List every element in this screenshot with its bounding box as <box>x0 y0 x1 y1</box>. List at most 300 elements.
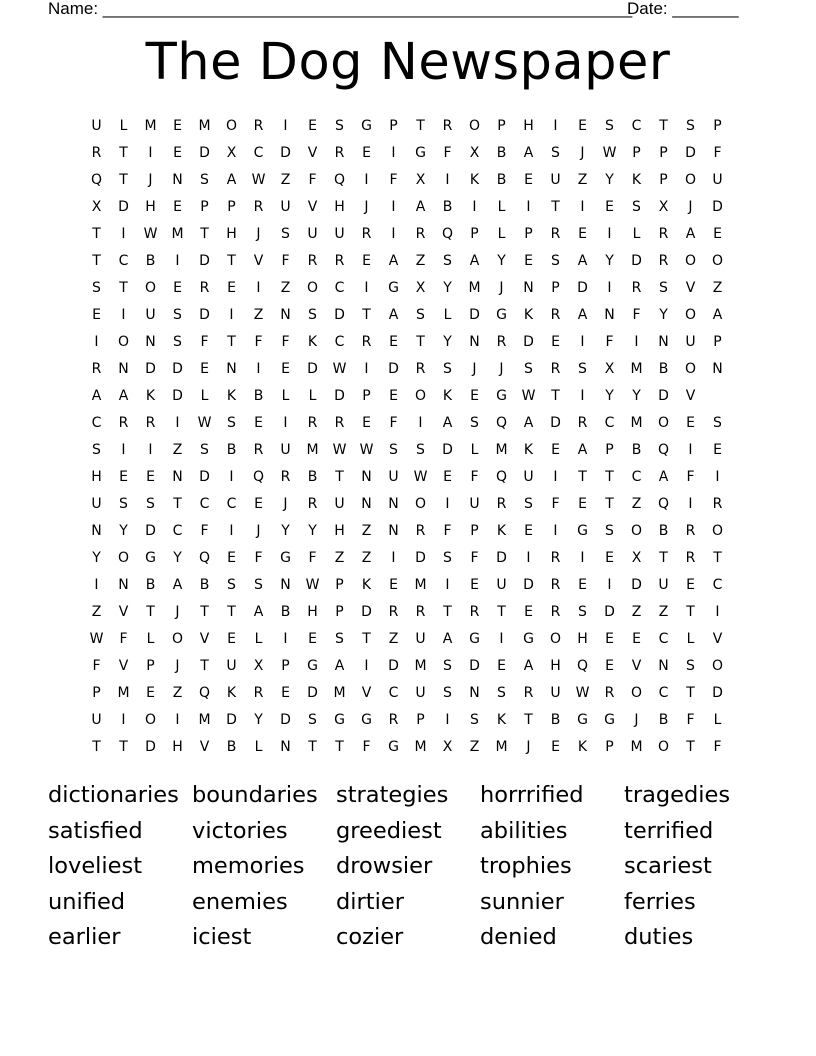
grid-letter: O <box>549 631 562 647</box>
grid-letter: X <box>91 199 102 215</box>
grid-letter: R <box>334 145 345 161</box>
grid-letter: C <box>631 469 642 485</box>
grid-letter: J <box>283 496 288 512</box>
grid-letter: A <box>118 388 129 404</box>
grid-letter: G <box>334 712 345 728</box>
grid-letter: S <box>173 334 182 350</box>
grid-letter: C <box>199 496 210 512</box>
grid-letter: M <box>468 280 481 296</box>
grid-letter: D <box>361 604 372 620</box>
grid-letter: D <box>415 550 426 566</box>
grid-letter: D <box>577 280 588 296</box>
grid-letter: A <box>685 226 696 242</box>
grid-letter: V <box>361 685 372 701</box>
grid-letter: F <box>281 253 290 269</box>
grid-letter: A <box>388 307 399 323</box>
grid-letter: L <box>281 388 290 404</box>
grid-letter: B <box>442 199 453 215</box>
grid-letter: F <box>551 496 560 512</box>
grid-letter: G <box>307 658 318 674</box>
grid-letter: I <box>472 199 477 215</box>
grid-letter: E <box>389 334 398 350</box>
grid-row <box>83 545 731 572</box>
grid-letter: Y <box>443 334 452 350</box>
grid-letter: R <box>307 496 318 512</box>
grid-letter: F <box>632 307 641 323</box>
grid-letter: S <box>281 226 290 242</box>
grid-letter: R <box>307 415 318 431</box>
grid-letter: T <box>686 604 695 620</box>
grid-letter: H <box>577 631 588 647</box>
grid-letter: E <box>362 415 371 431</box>
grid-letter: M <box>414 658 427 674</box>
grid-letter: G <box>577 712 588 728</box>
grid-letter: W <box>575 685 590 701</box>
grid-letter: A <box>469 253 480 269</box>
grid-letter: S <box>605 523 614 539</box>
grid-letter: F <box>308 172 317 188</box>
grid-letter: Y <box>659 307 668 323</box>
grid-letter: E <box>389 388 398 404</box>
grid-letter: E <box>146 469 155 485</box>
grid-letter: Z <box>253 307 264 323</box>
grid-letter: R <box>685 523 696 539</box>
grid-letter: K <box>577 739 588 755</box>
grid-letter: U <box>469 496 480 512</box>
grid-letter: L <box>119 118 128 134</box>
grid-letter: G <box>361 118 372 134</box>
grid-letter: T <box>686 739 695 755</box>
grid-letter: I <box>445 172 450 188</box>
grid-letter: P <box>551 280 560 296</box>
grid-letter: E <box>470 577 479 593</box>
grid-letter: B <box>226 442 237 458</box>
grid-letter: D <box>469 307 480 323</box>
grid-letter: R <box>658 226 669 242</box>
grid-letter: M <box>414 739 427 755</box>
grid-letter: S <box>416 442 425 458</box>
grid-row <box>83 248 731 275</box>
grid-letter: O <box>468 118 481 134</box>
grid-letter: S <box>524 496 533 512</box>
grid-letter: I <box>715 469 720 485</box>
grid-letter: G <box>604 712 615 728</box>
grid-letter: N <box>226 361 237 377</box>
grid-letter: V <box>199 739 210 755</box>
grid-letter: J <box>256 226 261 242</box>
grid-letter: K <box>145 388 156 404</box>
grid-letter: S <box>389 442 398 458</box>
grid-letter: U <box>658 577 669 593</box>
grid-letter: M <box>414 577 427 593</box>
grid-letter: H <box>550 658 561 674</box>
grid-letter: W <box>197 415 212 431</box>
grid-letter: I <box>121 307 126 323</box>
grid-letter: I <box>94 334 99 350</box>
grid-letter: U <box>496 577 507 593</box>
grid-letter: K <box>496 523 507 539</box>
grid-letter: A <box>415 199 426 215</box>
grid-letter: G <box>415 145 426 161</box>
grid-row <box>83 275 731 302</box>
grid-letter: I <box>445 496 450 512</box>
grid-letter: V <box>685 280 696 296</box>
grid-letter: E <box>686 415 695 431</box>
grid-letter: J <box>526 739 531 755</box>
grid-letter: I <box>364 658 369 674</box>
grid-letter: S <box>308 712 317 728</box>
grid-letter: O <box>117 550 130 566</box>
grid-letter: H <box>172 739 183 755</box>
grid-letter: K <box>307 334 318 350</box>
grid-letter: R <box>577 415 588 431</box>
grid-letter: T <box>443 604 452 620</box>
grid-letter: J <box>499 280 504 296</box>
word-search-grid <box>83 113 731 761</box>
grid-letter: Z <box>334 550 345 566</box>
grid-letter: O <box>657 415 670 431</box>
grid-letter: P <box>659 145 668 161</box>
grid-letter: W <box>602 145 617 161</box>
grid-letter: M <box>117 685 130 701</box>
grid-letter: Y <box>497 253 506 269</box>
grid-letter: R <box>442 118 453 134</box>
grid-letter: P <box>200 199 209 215</box>
grid-letter: G <box>388 739 399 755</box>
grid-letter: I <box>175 253 180 269</box>
grid-letter: U <box>550 685 561 701</box>
grid-row <box>83 113 731 140</box>
grid-letter: R <box>550 361 561 377</box>
word-bank-item: dirtier <box>336 888 404 915</box>
word-bank-item: scariest <box>624 853 712 880</box>
grid-letter: U <box>145 307 156 323</box>
grid-letter: R <box>550 226 561 242</box>
grid-letter: K <box>442 388 453 404</box>
grid-letter: R <box>334 253 345 269</box>
grid-letter: E <box>551 442 560 458</box>
grid-letter: E <box>578 226 587 242</box>
grid-letter: E <box>146 685 155 701</box>
word-bank-item: strategies <box>336 782 449 808</box>
grid-letter: B <box>226 739 237 755</box>
grid-letter: R <box>712 496 723 512</box>
grid-letter: L <box>443 307 452 323</box>
grid-letter: S <box>308 307 317 323</box>
grid-letter: W <box>332 442 347 458</box>
grid-letter: A <box>712 307 723 323</box>
grid-letter: B <box>550 712 561 728</box>
grid-letter: V <box>307 199 318 215</box>
grid-letter: Y <box>605 172 614 188</box>
grid-letter: G <box>496 388 507 404</box>
grid-letter: O <box>225 118 238 134</box>
grid-letter: I <box>364 280 369 296</box>
grid-letter: M <box>495 739 508 755</box>
grid-letter: R <box>118 415 129 431</box>
grid-letter: H <box>307 604 318 620</box>
grid-letter: T <box>551 199 560 215</box>
grid-letter: I <box>715 604 720 620</box>
grid-letter: D <box>145 361 156 377</box>
grid-letter: D <box>334 307 345 323</box>
grid-letter: D <box>145 523 156 539</box>
grid-letter: I <box>121 712 126 728</box>
grid-letter: E <box>173 280 182 296</box>
grid-letter: T <box>362 631 371 647</box>
grid-letter: F <box>200 523 209 539</box>
grid-letter: I <box>391 550 396 566</box>
grid-letter: S <box>713 415 722 431</box>
grid-letter: I <box>553 469 558 485</box>
grid-letter: G <box>388 280 399 296</box>
grid-letter: J <box>472 361 477 377</box>
grid-letter: S <box>227 577 236 593</box>
grid-letter: U <box>334 496 345 512</box>
grid-letter: M <box>630 739 643 755</box>
grid-letter: U <box>415 631 426 647</box>
grid-letter: N <box>280 307 291 323</box>
grid-letter: B <box>199 577 210 593</box>
grid-letter: R <box>415 604 426 620</box>
grid-letter: A <box>523 145 534 161</box>
grid-letter: I <box>364 172 369 188</box>
grid-letter: E <box>281 685 290 701</box>
date-field-label: Date: _______ <box>627 0 739 18</box>
grid-letter: T <box>200 658 209 674</box>
grid-letter: I <box>607 226 612 242</box>
grid-letter: R <box>550 307 561 323</box>
grid-letter: W <box>305 577 320 593</box>
grid-letter: N <box>280 739 291 755</box>
grid-letter: R <box>145 415 156 431</box>
grid-letter: O <box>684 307 697 323</box>
grid-letter: R <box>388 712 399 728</box>
grid-letter: I <box>94 577 99 593</box>
grid-letter: T <box>119 739 128 755</box>
grid-letter: L <box>254 631 263 647</box>
grid-letter: M <box>333 685 346 701</box>
grid-letter: A <box>172 577 183 593</box>
grid-letter: E <box>605 199 614 215</box>
grid-letter: L <box>686 631 695 647</box>
grid-letter: E <box>578 577 587 593</box>
grid-letter: I <box>121 442 126 458</box>
grid-letter: S <box>416 307 425 323</box>
grid-letter: B <box>307 469 318 485</box>
grid-letter: D <box>280 712 291 728</box>
grid-letter: T <box>227 253 236 269</box>
grid-letter: N <box>658 658 669 674</box>
grid-letter: E <box>281 361 290 377</box>
grid-letter: R <box>199 280 210 296</box>
grid-letter: R <box>685 550 696 566</box>
grid-letter: U <box>388 469 399 485</box>
grid-letter: J <box>634 712 639 728</box>
grid-letter: U <box>91 118 102 134</box>
grid-letter: T <box>578 469 587 485</box>
grid-letter: E <box>551 739 560 755</box>
grid-letter: D <box>334 388 345 404</box>
grid-letter: P <box>632 145 641 161</box>
grid-row <box>83 437 731 464</box>
grid-letter: N <box>388 496 399 512</box>
grid-letter: U <box>334 226 345 242</box>
grid-letter: O <box>171 631 184 647</box>
grid-letter: E <box>254 496 263 512</box>
grid-letter: V <box>118 604 129 620</box>
page-title: The Dog Newspaper <box>145 33 671 92</box>
grid-letter: E <box>686 577 695 593</box>
grid-letter: P <box>713 118 722 134</box>
grid-letter: J <box>688 199 693 215</box>
grid-letter: Q <box>576 658 589 674</box>
grid-letter: R <box>523 685 534 701</box>
grid-letter: F <box>686 469 695 485</box>
grid-letter: I <box>364 361 369 377</box>
grid-letter: R <box>361 226 372 242</box>
grid-letter: I <box>121 226 126 242</box>
grid-letter: N <box>469 685 480 701</box>
grid-letter: G <box>577 523 588 539</box>
grid-letter: S <box>443 253 452 269</box>
grid-letter: N <box>172 172 183 188</box>
grid-letter: M <box>306 442 319 458</box>
grid-letter: I <box>283 118 288 134</box>
grid-letter: A <box>658 469 669 485</box>
grid-letter: Q <box>90 172 103 188</box>
grid-letter: V <box>685 388 696 404</box>
grid-row <box>83 599 731 626</box>
grid-letter: Q <box>441 226 454 242</box>
grid-letter: K <box>226 388 237 404</box>
grid-letter: V <box>253 253 264 269</box>
grid-letter: P <box>605 442 614 458</box>
grid-letter: N <box>145 334 156 350</box>
grid-letter: I <box>607 577 612 593</box>
grid-letter: E <box>362 145 371 161</box>
grid-letter: H <box>523 118 534 134</box>
grid-letter: F <box>389 415 398 431</box>
grid-letter: D <box>658 388 669 404</box>
grid-letter: T <box>524 712 533 728</box>
grid-letter: I <box>553 523 558 539</box>
grid-letter: S <box>92 280 101 296</box>
grid-letter: F <box>470 550 479 566</box>
grid-letter: X <box>631 550 642 566</box>
grid-letter: D <box>280 145 291 161</box>
grid-letter: D <box>226 712 237 728</box>
grid-letter: Q <box>495 469 508 485</box>
grid-letter: E <box>632 631 641 647</box>
grid-letter: P <box>659 172 668 188</box>
grid-letter: Z <box>280 172 291 188</box>
grid-letter: R <box>496 334 507 350</box>
grid-letter: X <box>415 280 426 296</box>
grid-letter: E <box>524 523 533 539</box>
grid-letter: E <box>713 442 722 458</box>
grid-letter: R <box>550 550 561 566</box>
grid-letter: U <box>280 199 291 215</box>
grid-letter: T <box>416 118 425 134</box>
grid-letter: S <box>335 118 344 134</box>
grid-letter: E <box>605 658 614 674</box>
grid-letter: A <box>334 658 345 674</box>
grid-letter: R <box>388 604 399 620</box>
grid-letter: O <box>144 280 157 296</box>
grid-letter: U <box>550 172 561 188</box>
grid-letter: T <box>362 307 371 323</box>
grid-letter: Q <box>333 172 346 188</box>
grid-letter: E <box>605 631 614 647</box>
grid-letter: S <box>578 604 587 620</box>
grid-letter: Y <box>632 388 641 404</box>
grid-letter: B <box>145 577 156 593</box>
grid-letter: K <box>226 685 237 701</box>
grid-letter: S <box>686 658 695 674</box>
grid-letter: R <box>604 685 615 701</box>
grid-row <box>83 194 731 221</box>
grid-letter: E <box>524 604 533 620</box>
grid-letter: D <box>712 685 723 701</box>
grid-letter: D <box>523 577 534 593</box>
grid-letter: F <box>605 334 614 350</box>
grid-letter: O <box>414 496 427 512</box>
grid-letter: M <box>495 442 508 458</box>
word-bank-item: horrrified <box>480 782 584 808</box>
grid-letter: S <box>146 496 155 512</box>
word-bank-item: victories <box>192 817 288 844</box>
grid-letter: P <box>389 118 398 134</box>
word-bank-item: unified <box>48 888 126 915</box>
grid-letter: S <box>497 685 506 701</box>
grid-letter: Y <box>119 523 128 539</box>
grid-letter: D <box>172 388 183 404</box>
grid-letter: E <box>173 145 182 161</box>
grid-letter: A <box>577 442 588 458</box>
grid-letter: P <box>713 334 722 350</box>
grid-letter: T <box>335 469 344 485</box>
grid-letter: P <box>146 658 155 674</box>
grid-letter: L <box>497 226 506 242</box>
grid-letter: M <box>630 415 643 431</box>
grid-letter: R <box>415 226 426 242</box>
grid-letter: L <box>146 631 155 647</box>
grid-letter: O <box>657 739 670 755</box>
grid-letter: A <box>253 604 264 620</box>
grid-letter: T <box>659 550 668 566</box>
grid-letter: I <box>526 199 531 215</box>
grid-letter: P <box>524 226 533 242</box>
grid-letter: I <box>445 712 450 728</box>
grid-letter: V <box>199 631 210 647</box>
grid-letter: Z <box>415 253 426 269</box>
grid-letter: A <box>91 388 102 404</box>
grid-letter: Q <box>657 496 670 512</box>
grid-letter: N <box>91 523 102 539</box>
grid-letter: Q <box>198 685 211 701</box>
grid-letter: F <box>119 631 128 647</box>
grid-letter: S <box>578 361 587 377</box>
grid-letter: W <box>413 469 428 485</box>
grid-letter: W <box>89 631 104 647</box>
grid-letter: P <box>470 226 479 242</box>
grid-letter: E <box>227 280 236 296</box>
grid-letter: C <box>712 577 723 593</box>
grid-letter: G <box>523 631 534 647</box>
grid-letter: S <box>605 118 614 134</box>
grid-letter: T <box>173 496 182 512</box>
